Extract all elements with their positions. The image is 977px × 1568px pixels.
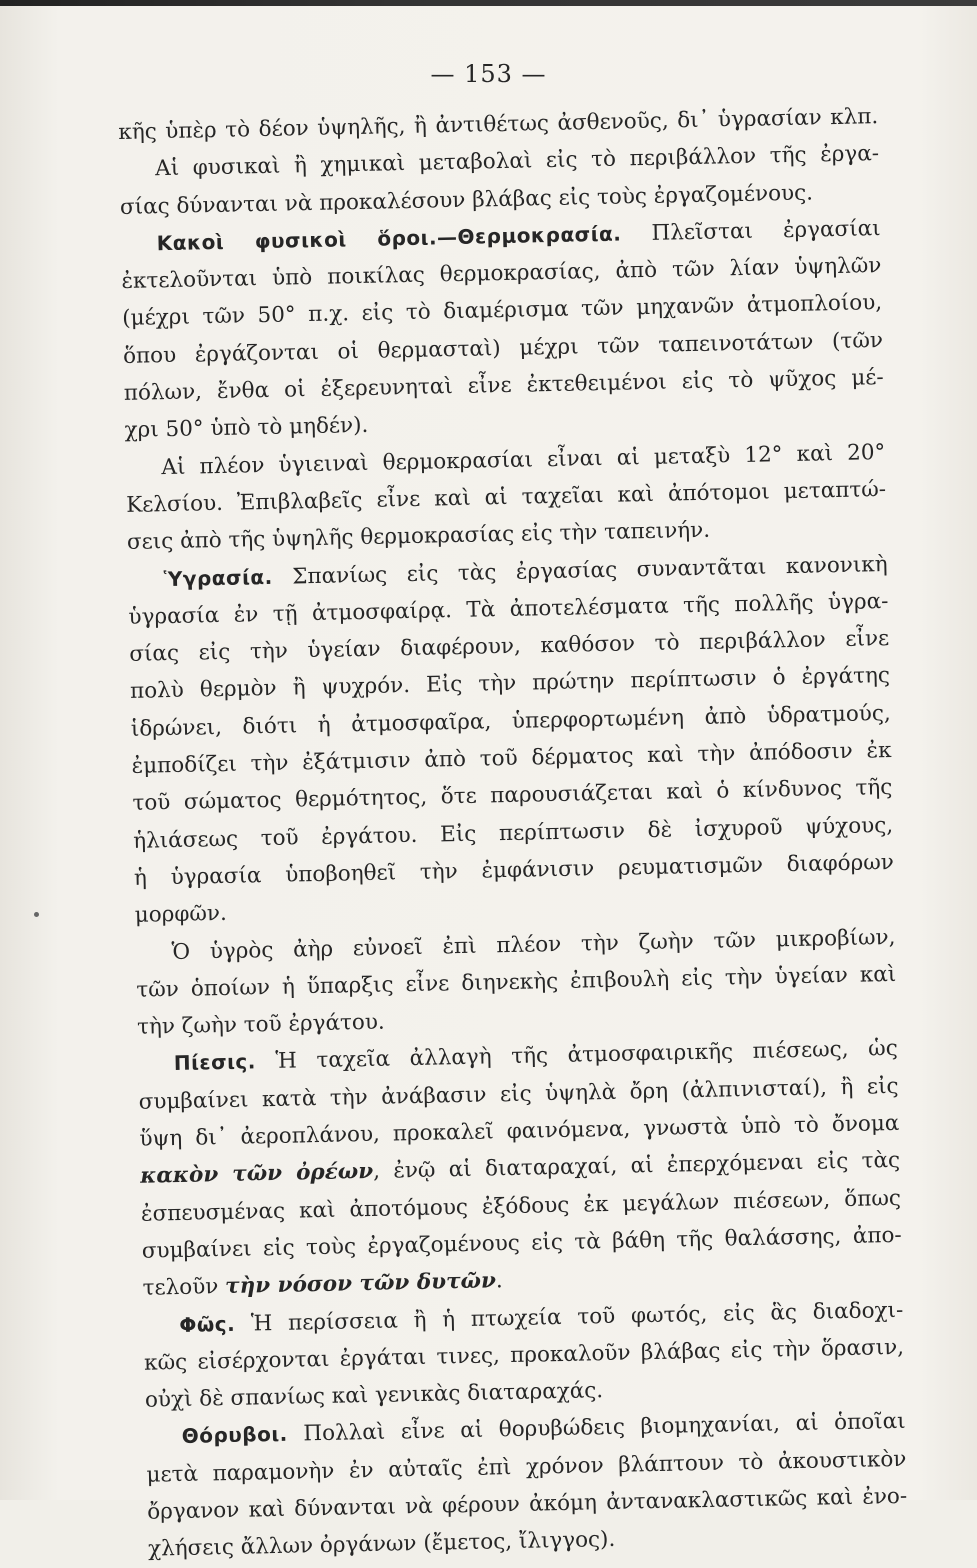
line-text: τῶν ὁποίων ἡ ὕπαρξις εἶνε διηνεκὴς ἐπιβουλὴ εἰς τὴν ὑγείαν καὶ [136, 961, 897, 1003]
page-number: — 153 — [430, 60, 547, 88]
line-text: ἱδρώνει, διότι ἡ ἀτμοσφαῖρα, ὑπερφορτωμένη ἀπὸ ὑδρατμούς, [130, 700, 891, 742]
line-text: χρι 50° ὑπὸ τὸ μηδέν). [124, 413, 369, 444]
line-text: Ἡ περίσσεια ἢ ἡ πτωχεία τοῦ φωτός, εἰς ἃς διαδοχι- [234, 1297, 904, 1337]
line-text: Ὁ ὑγρὸς ἀὴρ εὐνοεῖ ἐπὶ πλέον τὴν ζωὴν τῶν μικροβίων, [171, 924, 896, 965]
line-text: κῶς εἰσέρχονται ἐργάται τινες, προκαλοῦν βλάβας εἰς τὴν ὅρασιν, [143, 1334, 905, 1376]
line-text: Πλεῖσται ἐργασίαι [621, 215, 881, 247]
emphasis-text: τὴν νόσον τῶν δυτῶν [224, 1268, 497, 1300]
section-heading: Φῶς. [179, 1311, 236, 1337]
line-text: μετὰ παραμονὴν ἐν αὐταῖς ἐπὶ χρόνον βλάπτουν τὸ ἀκουστικὸν [146, 1446, 907, 1488]
line-text: συμβαίνει κατὰ τὴν ἀνάβασιν εἰς ὑψηλὰ ὄρη (ἀλπινισταί), ἢ εἰς [138, 1073, 899, 1115]
emphasis-text: κακὸν τῶν ὀρέων [139, 1159, 374, 1190]
line-text: Αἱ φυσικαὶ ἢ χημικαὶ μεταβολαὶ εἰς τὸ περιβάλλον τῆς ἐργα- [154, 141, 880, 182]
line-text: , ἐνῷ αἱ διαταραχαί, αἱ ἐπερχόμεναι εἰς τὰς [372, 1148, 901, 1185]
line-text: σίας δύνανται νὰ προκαλέσουν βλάβας εἰς τοὺς ἐργαζομένους. [119, 180, 814, 220]
line-text: ἐκτελοῦνται ὑπὸ ποικίλας θερμοκρασίας, ἀπὸ τῶν λίαν ὑψηλῶν [121, 253, 882, 295]
line-text: Αἱ πλέον ὑγιειναὶ θερμοκρασίαι εἶναι αἱ μεταξὺ 12° καὶ 20° [161, 439, 886, 480]
line-text: Κελσίου. Ἐπιβλαβεῖς εἶνε καὶ αἱ ταχεῖαι καὶ ἀπότομοι μεταπτώ- [125, 476, 887, 518]
line-text: ἐσπευσμένας καὶ ἀποτόμους ἐξόδους ἐκ μεγάλων πιέσεων, ὅπως [140, 1185, 902, 1227]
line-text: τοῦ σώματος θερμότητος, ὅτε παρουσιάζεται καὶ ὁ κίνδυνος τῆς [132, 775, 893, 817]
line-text: σεις ἀπὸ τῆς ὑψηλῆς θερμοκρασίας εἰς τὴν ταπεινήν. [126, 517, 711, 556]
line-text: πόλων, ἔνθα οἱ ἐξερευνηταὶ εἶνε ἐκτεθειμένοι εἰς τὸ ψῦχος μέ- [123, 365, 884, 407]
line-text: Πολλαὶ εἶνε αἱ θορυβώδεις βιομηχανίαι, αἱ ὁποῖαι [287, 1409, 906, 1448]
line-text: (μέχρι τῶν 50° π.χ. εἰς τὸ διαμέρισμα τῶν μηχανῶν ἀτμοπλοίου, [122, 290, 883, 332]
line-text: μορφῶν. [134, 901, 228, 929]
line-text: ἡ ὑγρασία ὑποβοηθεῖ τὴν ἐμφάνισιν ρευματισμῶν διαφόρων [133, 849, 895, 891]
line-text: Σπανίως εἰς τὰς ἐργασίας συναντᾶται κανονικὴ [272, 551, 888, 590]
scan-edge [0, 0, 977, 6]
line-text: ὕψη δι᾽ ἀεροπλάνου, προκαλεῖ φαινόμενα, γνωστὰ ὑπὸ τὸ ὄνομα [139, 1110, 900, 1152]
line-text: κῆς ὑπὲρ τὸ δέον ὑψηλῆς, ἢ ἀντιθέτως ἀσθενοῦς, δι᾽ ὑγρασίαν κλπ. [118, 104, 879, 145]
line-text: ὄργανον καὶ δύνανται νὰ φέρουν ἀκόμη ἀντανακλαστικῶς καὶ ἐνο- [147, 1483, 908, 1525]
section-heading: Κακοὶ φυσικοὶ ὅροι.—Θερμοκρασία. [156, 221, 622, 256]
line-text: ἡλιάσεως τοῦ ἐργάτου. Εἰς περίπτωσιν δὲ ἰσχυροῦ ψύχους, [132, 812, 894, 854]
line-text: οὐχὶ δὲ σπανίως καὶ γενικὰς διαταραχάς. [144, 1378, 604, 1413]
line-text: ὑγρασία ἐν τῇ ἀτμοσφαίρᾳ. Τὰ ἀποτελέσματα τῆς πολλῆς ὑγρα- [128, 588, 889, 630]
line-text: ὅπου ἐργάζονται οἱ θερμασταὶ) μέχρι τῶν ταπεινοτάτων (τῶν [122, 327, 884, 369]
line-text: τελοῦν [142, 1274, 226, 1301]
line-text: ἐμποδίζει τὴν ἐξάτμισιν ἀπὸ τοῦ δέρματος καὶ τὴν ἀπόδοσιν ἐκ [131, 737, 892, 779]
section-heading: Ὑγρασία. [163, 564, 273, 591]
line-text: σίας εἰς τὴν ὑγείαν διαφέρουν, καθόσον τὸ περιβάλλον εἶνε [129, 626, 890, 668]
line-text: συμβαίνει εἰς τοὺς ἐργαζομένους εἰς τὰ βάθη τῆς θαλάσσης, ἀπο- [141, 1222, 902, 1264]
body-text [118, 98, 908, 1568]
section-heading: Θόρυβοι. [181, 1422, 288, 1449]
margin-dot [34, 912, 39, 917]
line-text: τὴν ζωὴν τοῦ ἐργάτου. [136, 1009, 386, 1040]
line-text: πολὺ θερμὸν ἢ ψυχρόν. Εἰς τὴν πρώτην περίπτωσιν ὁ ἐργάτης [129, 663, 891, 705]
line-text: Ἡ ταχεῖα ἀλλαγὴ τῆς ἀτμοσφαιρικῆς πιέσεως, ὡς [255, 1036, 899, 1075]
line-tail: . [495, 1268, 504, 1294]
line-text: χλήσεις ἄλλων ὀργάνων (ἔμετος, ἴλιγγος). [147, 1527, 616, 1562]
section-heading: Πίεσις. [173, 1049, 257, 1076]
